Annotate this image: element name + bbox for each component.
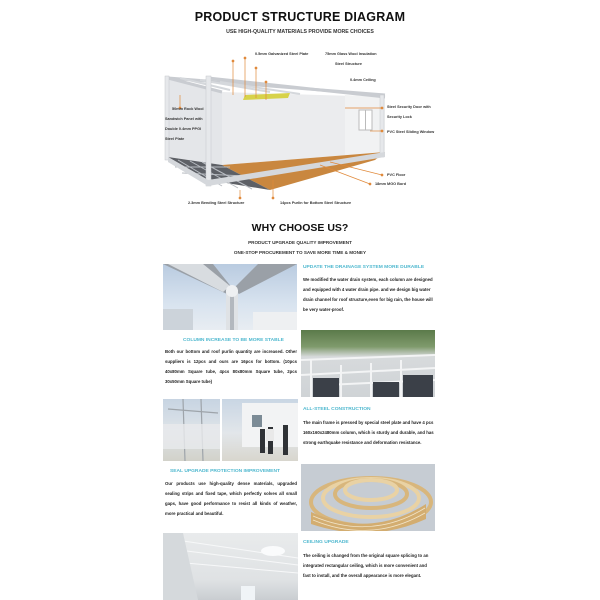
label-steel-structure: Steel Structure	[335, 62, 363, 66]
label-sandwich-panel: Sandwich Panel with	[165, 117, 203, 121]
steel-frames-photo	[301, 330, 435, 397]
structure-diagram	[160, 40, 440, 215]
ceiling-photo	[163, 533, 298, 600]
drainage-heading: UPDATE THE DRAINAGE SYSTEM MORE DURABLE	[303, 265, 425, 270]
label-purlin: 14pcs Purlin for Bottom Steel Structure	[280, 201, 352, 205]
seal-heading: SEAL UPGRADE PROTECTION IMPROVEMENT	[170, 469, 280, 474]
label-bending-steel: 2.3mm Bending Steel Structure	[188, 201, 245, 205]
label-mgo-bord: 18mm MGO Bord	[375, 182, 407, 186]
page-title: PRODUCT STRUCTURE DIAGRAM	[194, 10, 406, 24]
drainage-body: We modified the water drain system, each column are designed and equipped with 4 water drain pipe. and we design big water drain channel for roof structure,even for big rain, the house will be very water-proof.	[303, 277, 433, 312]
label-ppgi: Double 0.4mm PPGI	[165, 127, 202, 131]
label-sliding-window: PVC Steel Sliding Window	[387, 130, 435, 134]
label-security-door: Steel Security Door with	[387, 105, 431, 109]
why-line-2: ONE-STOP PROCUREMENT TO SAVE MORE TIME & MONEY	[233, 250, 367, 255]
all-steel-heading: ALL-STEEL CONSTRUCTION	[303, 407, 371, 412]
label-security-lock: Security Lock	[387, 115, 412, 119]
seal-body: Our products use high-quality dense materials, upgraded sealing strips and fixed tape, which perfectly solves all small gaps, have good performance to resist all kinds of weather, more practical and beautiful.	[165, 481, 297, 516]
drainage-photo	[163, 264, 297, 330]
why-choose-title: WHY CHOOSE US?	[251, 222, 349, 234]
label-glass-wool: 75mm Glass Wool Insulation	[325, 52, 377, 56]
container-illustration	[160, 40, 440, 215]
label-rock-wool: 50mm Rock Wool	[172, 107, 204, 111]
watermark: ​	[143, 41, 156, 59]
label-steel-plate: Steel Plate	[165, 137, 185, 141]
page-subtitle: USE HIGH-QUALITY MATERIALS PROVIDE MORE CHOICES	[226, 29, 374, 35]
seal-strip-photo	[301, 464, 435, 531]
column-heading: COLUMN INCREASE TO BE MORE STABLE	[183, 338, 284, 343]
ceiling-heading: CEILING UPGRADE	[303, 540, 349, 545]
ceiling-body: The ceiling is changed from the original square splicing to an integrated rectangular ceiling, which is more convenient and fast to install, and the overall appearance is more elegant.	[303, 553, 429, 578]
frame-photo-1	[163, 399, 220, 461]
why-line-1: PRODUCT UPGRADE QUALITY IMPROVEMENT	[248, 240, 352, 245]
label-pvc-floor: PVC Floor	[387, 173, 406, 177]
label-ceiling: 0.4mm Ceiling	[350, 78, 376, 82]
all-steel-body: The main frame is pressed by special steel plate and have 4 pcs 160x160x2480mm column, which is sturdy and durable, and has strong earthquake resistance and deformation resistance.	[303, 420, 434, 445]
label-galvanized-steel-plate: 0.5mm Galvanized Steel Plate	[255, 52, 309, 56]
workers-photo	[222, 399, 298, 461]
column-body: Both our bottom and roof purlin quantity are increased. Other suppliers is 12pcs and ours are 16pcs for bottom. (10pcs 40x80mm Square tube, 4pcs 80x80mm Square tube, 2pcs 30x50mm Square tube)	[165, 349, 297, 384]
